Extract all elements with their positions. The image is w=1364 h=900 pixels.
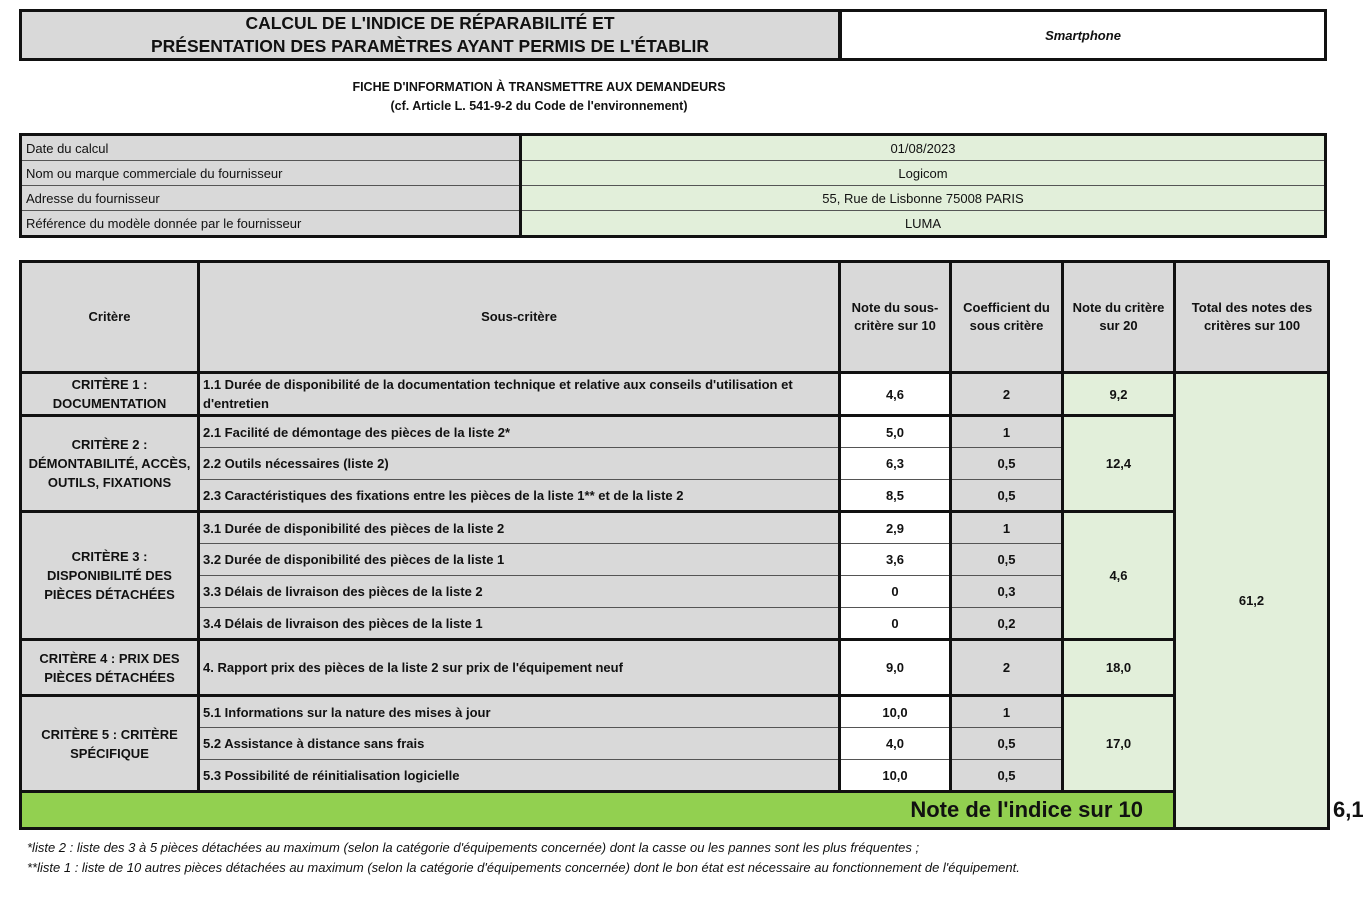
col-header-sous-critere: Sous-critère [199,262,840,373]
sub-criterion-note: 8,5 [840,480,951,512]
criterion-1-name: CRITÈRE 1 : DOCUMENTATION [21,373,199,416]
sub-criterion-label: 1.1 Durée de disponibilité de la documentation technique et relative aux conseils d'utilisation et d'entretien [199,373,840,416]
sub-criterion-label: 2.2 Outils nécessaires (liste 2) [199,448,840,480]
subheader-line-2: (cf. Article L. 541-9-2 du Code de l'environnement) [390,99,688,113]
subheader-line-1: FICHE D'INFORMATION À TRANSMETTRE AUX DEMANDEURS [352,80,726,94]
final-score-label: Note de l'indice sur 10 [21,792,1175,829]
criterion-3-score: 4,6 [1063,512,1175,640]
info-value: LUMA [521,211,1326,237]
sub-criterion-note: 0 [840,576,951,608]
table-row [21,416,1329,448]
final-score-row: Note de l'indice sur 10 6,1 [21,792,1329,829]
sub-criterion-label: 4. Rapport prix des pièces de la liste 2 sur prix de l'équipement neuf [199,640,840,696]
sub-criterion-label: 2.1 Facilité de démontage des pièces de la liste 2* [199,416,840,448]
sub-criterion-coef: 0,5 [951,728,1063,760]
sub-criterion-coef: 1 [951,416,1063,448]
sub-criterion-note: 2,9 [840,512,951,544]
criterion-3-name: CRITÈRE 3 : DISPONIBILITÉ DES PIÈCES DÉTACHÉES [21,512,199,640]
title-line-2: PRÉSENTATION DES PARAMÈTRES AYANT PERMIS DE L'ÉTABLIR [150,36,710,56]
table-header-row [21,262,1329,373]
criterion-5-score: 17,0 [1063,696,1175,792]
info-value: 55, Rue de Lisbonne 75008 PARIS [521,186,1326,211]
title-line-1: CALCUL DE L'INDICE DE RÉPARABILITÉ ET [245,13,615,33]
sub-criterion-label: 3.3 Délais de livraison des pièces de la liste 2 [199,576,840,608]
info-label: Date du calcul [21,135,521,161]
supplier-info-table [19,133,1327,238]
footnote-liste-1: **liste 1 : liste de 10 autres pièces détachées au maximum (selon la catégorie d'équipements concernée) dont le bon état est nécessaire au fonctionnement de l'équipement. [27,860,1020,875]
total-score-100: 61,2 [1175,373,1329,829]
sub-criterion-note: 4,6 [840,373,951,416]
criterion-2-score: 12,4 [1063,416,1175,512]
sub-criterion-label: 5.1 Informations sur la nature des mises à jour [199,696,840,728]
sub-criterion-coef: 2 [951,373,1063,416]
col-header-total: Total des notes des critères sur 100 [1175,262,1329,373]
sub-criterion-note: 10,0 [840,760,951,792]
repairability-table [19,260,1364,830]
sub-criterion-label: 3.2 Durée de disponibilité des pièces de la liste 1 [199,544,840,576]
sub-criterion-coef: 0,2 [951,608,1063,640]
criterion-4-name: CRITÈRE 4 : PRIX DES PIÈCES DÉTACHÉES [21,640,199,696]
sub-criterion-label: 5.2 Assistance à distance sans frais [199,728,840,760]
criterion-1-score: 9,2 [1063,373,1175,416]
sub-criterion-note: 4,0 [840,728,951,760]
sub-criterion-note: 5,0 [840,416,951,448]
product-category: Smartphone [839,9,1327,61]
sub-criterion-coef: 2 [951,640,1063,696]
sub-criterion-note: 9,0 [840,640,951,696]
table-row [21,373,1329,416]
document-title [19,9,841,61]
table-row [21,640,1329,696]
sub-criterion-note: 6,3 [840,448,951,480]
sub-criterion-coef: 0,5 [951,544,1063,576]
sub-criterion-coef: 0,5 [951,480,1063,512]
criterion-5-name: CRITÈRE 5 : CRITÈRE SPÉCIFIQUE [21,696,199,792]
footnote-liste-2: *liste 2 : liste des 3 à 5 pièces détachées au maximum (selon la catégorie d'équipements concernée) dont la casse ou les pannes sont les plus fréquentes ; [27,840,920,855]
sub-criterion-label: 5.3 Possibilité de réinitialisation logicielle [199,760,840,792]
info-value: Logicom [521,161,1326,186]
info-row-model [21,211,1326,237]
sub-criterion-label: 3.4 Délais de livraison des pièces de la liste 1 [199,608,840,640]
sub-criterion-coef: 0,5 [951,760,1063,792]
sub-criterion-coef: 0,5 [951,448,1063,480]
col-header-note-critere: Note du critère sur 20 [1063,262,1175,373]
info-label: Nom ou marque commerciale du fournisseur [21,161,521,186]
table-row [21,696,1329,728]
info-label: Référence du modèle donnée par le fournisseur [21,211,521,237]
sub-criterion-coef: 0,3 [951,576,1063,608]
sub-criterion-note: 3,6 [840,544,951,576]
criterion-4-score: 18,0 [1063,640,1175,696]
sub-criterion-note: 0 [840,608,951,640]
table-row [21,512,1329,544]
sub-criterion-coef: 1 [951,512,1063,544]
sub-criterion-note: 10,0 [840,696,951,728]
criterion-2-name: CRITÈRE 2 : DÉMONTABILITÉ, ACCÈS, OUTILS, FIXATIONS [21,416,199,512]
info-row-date [21,135,1326,161]
sub-criterion-label: 3.1 Durée de disponibilité des pièces de la liste 2 [199,512,840,544]
info-row-supplier [21,161,1326,186]
info-row-address [21,186,1326,211]
col-header-note-sous: Note du sous-critère sur 10 [840,262,951,373]
info-label: Adresse du fournisseur [21,186,521,211]
col-header-critere: Critère [21,262,199,373]
info-value: 01/08/2023 [521,135,1326,161]
col-header-coef: Coefficient du sous critère [951,262,1063,373]
sub-criterion-coef: 1 [951,696,1063,728]
sub-criterion-label: 2.3 Caractéristiques des fixations entre les pièces de la liste 1** et de la liste 2 [199,480,840,512]
